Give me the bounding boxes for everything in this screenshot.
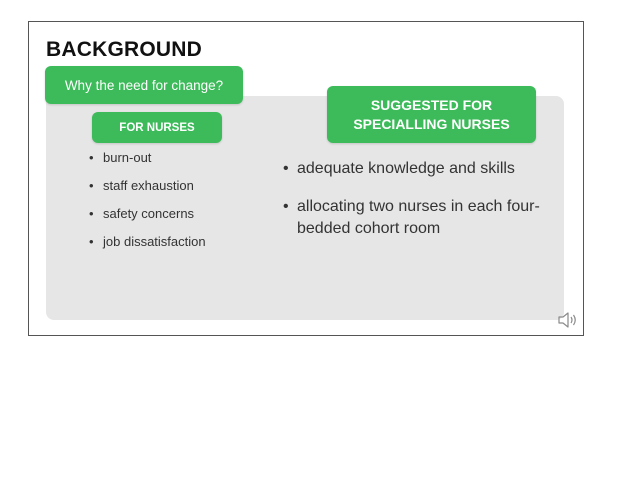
list-item: • safety concerns: [89, 205, 219, 223]
speaker-icon[interactable]: [557, 310, 581, 330]
list-item: • staff exhaustion: [89, 177, 219, 195]
suggested-line-2: SPECIALLING NURSES: [353, 115, 510, 132]
nurse-issues-list: [89, 149, 219, 261]
suggested-label: [327, 86, 536, 143]
list-item: • burn-out: [89, 149, 219, 167]
suggested-line-1: SUGGESTED FOR: [370, 96, 493, 113]
slide: [28, 21, 584, 336]
why-change-label: Why the need for change?: [45, 66, 243, 104]
list-item: • job dissatisfaction: [89, 233, 219, 251]
list-item: • allocating two nurses in each four-bedded cohort room: [283, 196, 553, 240]
suggestions-list: [283, 158, 553, 256]
slide-title: BACKGROUND: [46, 38, 202, 61]
list-item: • adequate knowledge and skills: [283, 158, 553, 180]
for-nurses-label: FOR NURSES: [92, 112, 222, 143]
